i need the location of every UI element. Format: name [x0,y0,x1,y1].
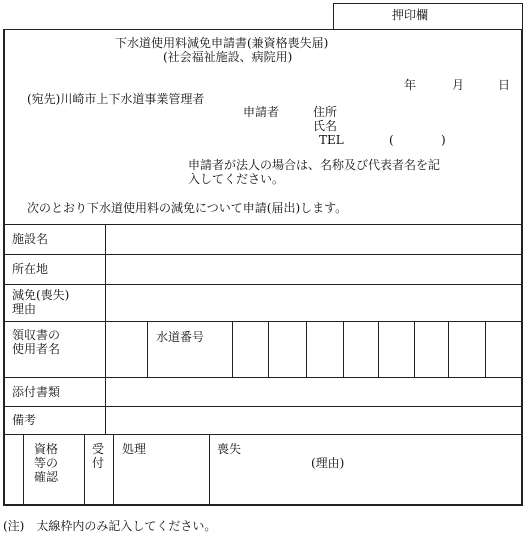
water-digit-divider-1 [268,321,269,377]
corporate-note-line1: 申請者が法人の場合は、名称及び代表者名を記 [188,158,441,172]
facility-name-label: 施設名 [12,232,49,246]
reason-label-line2: 理由 [12,302,37,316]
receipt-divider-b [232,321,233,377]
receipt-user-label-line1: 領収書の [12,328,61,342]
remarks-label: 備考 [12,413,37,427]
water-digit-divider-7 [485,321,486,377]
tel-paren-open: ( [389,133,394,147]
corporate-note-line2: 入してください。 [188,172,285,186]
receipt-user-label-line2: 使用者名 [12,342,61,356]
applicant-name-label: 氏名 [313,119,338,133]
footnote: (注) 太線枠内のみ記入してください。 [3,519,217,533]
addressee: (宛先)川崎市上下水道事業管理者 [27,92,205,106]
water-digit-divider-6 [448,321,449,377]
row-line-2 [5,284,521,285]
stamp-label: 押印欄 [392,8,429,22]
eligibility-label-line3: 確認 [34,470,59,484]
receipt-divider-a [147,321,148,377]
table-top-line [5,224,521,225]
loss-label: 喪失 [217,442,242,456]
eligibility-label-line2: 等の [34,456,59,470]
row-line-3 [5,321,521,322]
applicant-tel-label: TEL [319,133,344,147]
form-subtitle: (社会福祉施設、病院用) [163,50,293,64]
label-column-divider [105,224,106,434]
date-day: 日 [498,78,511,92]
received-label-line1: 受 [92,442,105,456]
tel-paren-close: ) [441,133,446,147]
reason-label-line1: 減免(喪失) [12,288,70,302]
water-digit-divider-5 [414,321,415,377]
row-line-4 [5,377,521,378]
attachments-label: 添付書類 [12,385,61,399]
water-digit-divider-4 [378,321,379,377]
office-divider-2 [84,434,85,506]
row-line-1 [5,254,521,255]
row-line-5 [5,406,521,407]
water-digit-divider-2 [306,321,307,377]
received-label-line2: 付 [92,456,105,470]
applicant-label: 申請者 [243,105,280,119]
date-year: 年 [404,78,417,92]
water-digit-divider-3 [343,321,344,377]
water-number-label: 水道番号 [156,330,205,344]
date-month: 月 [452,78,465,92]
statement: 次のとおり下水道使用料の減免について申請(届出)します。 [27,201,348,215]
processing-label: 処理 [122,442,147,456]
office-divider-3 [113,434,114,506]
applicant-address-label: 住所 [313,105,338,119]
row-line-6 [5,434,521,435]
office-divider-1 [23,434,24,506]
loss-reason-label: (理由) [311,456,345,470]
location-label: 所在地 [12,262,49,276]
form-title: 下水道使用料減免申請書(兼資格喪失届) [115,36,329,50]
office-divider-4 [209,434,210,506]
eligibility-label-line1: 資格 [34,442,59,456]
